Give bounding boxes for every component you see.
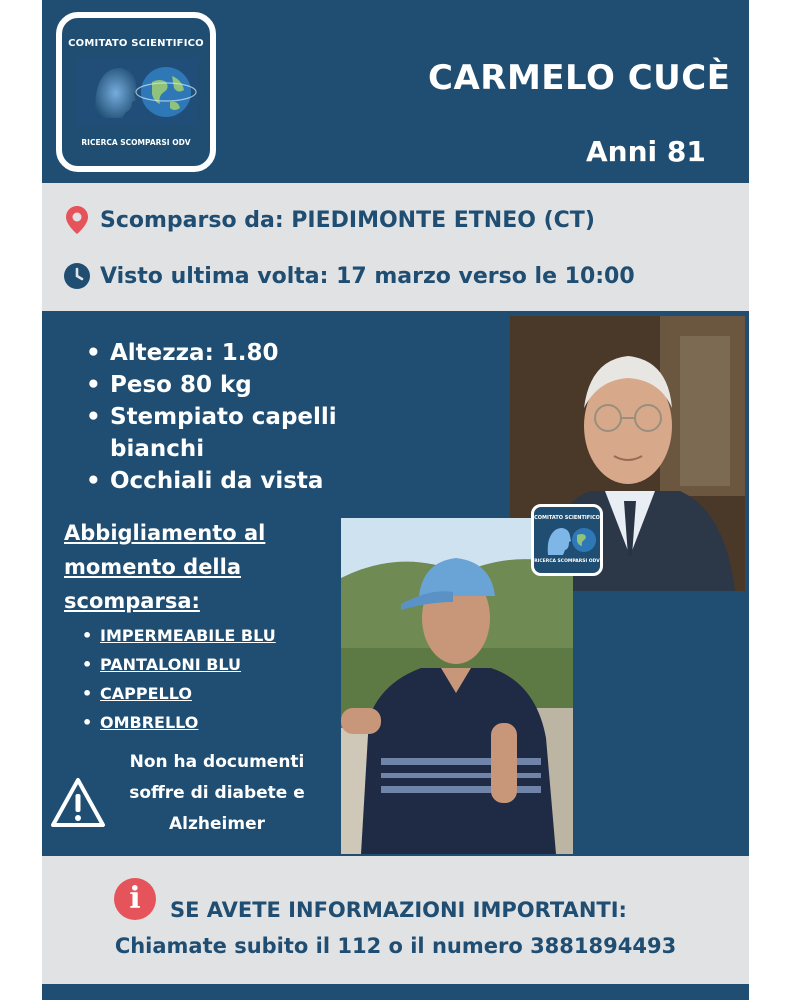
description-item: • Stempiato capelli bianchi (86, 401, 356, 465)
person-name: CARMELO CUCÈ (428, 58, 731, 98)
contact-phone-line: Chiamate subito il 112 o il numero 3881894493 (114, 934, 677, 958)
mini-organization-logo (531, 504, 603, 576)
missing-person-poster (42, 0, 749, 1000)
mini-head-globe-icon (540, 523, 600, 557)
description-item: • Peso 80 kg (86, 369, 356, 401)
mini-logo-bottom-text: RICERCA SCOMPARSI ODV (534, 559, 600, 564)
health-note: Non ha documenti soffre di diabete e Alzheimer (129, 752, 305, 834)
clothing-title: Abbigliamento al momento della scomparsa: (64, 521, 266, 613)
logo-top-text: COMITATO SCIENTIFICO (68, 38, 204, 49)
clothing-item: • IMPERMEABILE BLU (82, 621, 276, 650)
poster-header (42, 0, 749, 183)
description-item: • Occhiali da vista (86, 465, 356, 497)
clock-icon (64, 261, 90, 291)
location-text: Scomparso da: PIEDIMONTE ETNEO (CT) (100, 207, 595, 233)
clothing-list (82, 621, 276, 737)
description-item: • Altezza: 1.80 (86, 337, 356, 369)
last-seen (64, 261, 635, 291)
clothing-item: • CAPPELLO (82, 679, 276, 708)
physical-description-list (86, 337, 356, 497)
disappearance-location (64, 205, 595, 235)
logo-bottom-text: RICERCA SCOMPARSI ODV (81, 138, 191, 147)
contact-section (42, 856, 749, 984)
info-band (42, 183, 749, 311)
head-globe-icon (76, 58, 198, 126)
person-age: Anni 81 (586, 135, 706, 168)
contact-heading: SE AVETE INFORMAZIONI IMPORTANTI: (170, 898, 627, 922)
clothing-item: • PANTALONI BLU (82, 650, 276, 679)
organization-logo (56, 12, 216, 172)
clothing-item: • OMBRELLO (82, 708, 276, 737)
details-section (42, 311, 749, 856)
info-icon: i (114, 878, 156, 920)
mini-logo-top-text: COMITATO SCIENTIFICO (534, 515, 600, 521)
warning-triangle-icon (50, 777, 106, 829)
map-pin-icon (64, 205, 90, 235)
last-seen-text: Visto ultima volta: 17 marzo verso le 10:00 (100, 263, 635, 289)
